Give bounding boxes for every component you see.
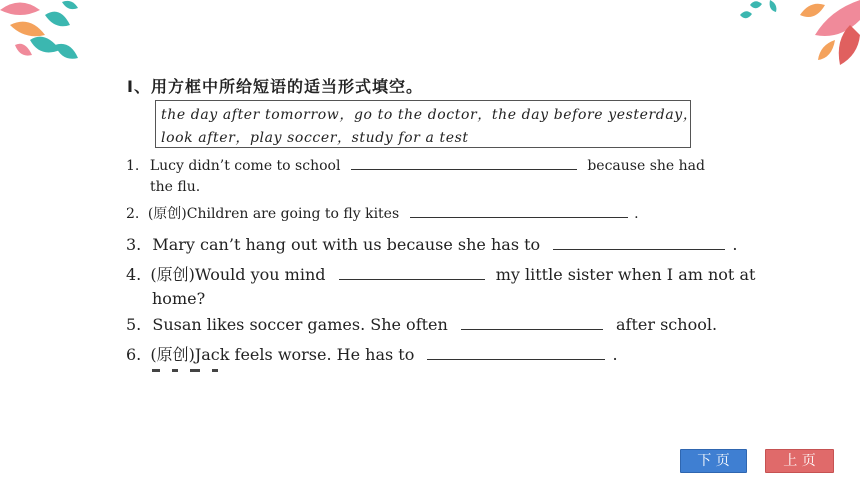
next-page-button[interactable]: 下 页 xyxy=(680,449,747,473)
section-heading: Ⅰ、用方框中所给短语的适当形式填空。 xyxy=(127,77,423,96)
question-4-continued: home? xyxy=(152,289,206,308)
answer-blank[interactable] xyxy=(461,315,603,330)
question-text-after: . xyxy=(612,345,618,364)
question-1 xyxy=(126,155,705,174)
clipped-text-fragment xyxy=(150,369,230,375)
question-text: (原创)Jack feels worse. He has to xyxy=(150,345,415,364)
answer-blank[interactable] xyxy=(427,345,605,360)
answer-blank[interactable] xyxy=(553,235,725,250)
leaf-decoration-left-icon xyxy=(0,0,90,80)
previous-page-button[interactable]: 上 页 xyxy=(765,449,834,473)
leaf-decoration-right-icon xyxy=(740,0,860,70)
question-text: Mary can’t hang out with us because she has to xyxy=(152,235,541,254)
question-number: 2. xyxy=(126,206,140,222)
question-text-after: . xyxy=(634,206,639,222)
question-4 xyxy=(126,262,755,285)
question-3 xyxy=(126,235,737,254)
question-number: 6. xyxy=(126,345,142,364)
phrase-box xyxy=(155,100,698,148)
question-2 xyxy=(126,203,639,223)
question-text: Lucy didn’t come to school xyxy=(149,158,341,174)
question-text-after: . xyxy=(732,235,738,254)
answer-blank[interactable] xyxy=(339,265,485,280)
question-6 xyxy=(126,342,618,365)
question-text-after: because she had xyxy=(587,158,705,174)
phrase-line-2: look after，play soccer，study for a test xyxy=(161,130,469,146)
question-text: Susan likes soccer games. She often xyxy=(152,315,448,334)
question-number: 1. xyxy=(126,158,140,174)
question-number: 4. xyxy=(126,265,142,284)
question-text: (原创)Would you mind xyxy=(150,265,326,284)
question-5 xyxy=(126,315,717,334)
phrase-line-1: the day after tomorrow，go to the doctor，the day before yesterday， xyxy=(161,107,698,123)
question-number: 3. xyxy=(126,235,142,254)
question-text: (原创)Children are going to fly kites xyxy=(147,206,400,222)
question-number: 5. xyxy=(126,315,142,334)
answer-blank[interactable] xyxy=(410,203,628,218)
answer-blank[interactable] xyxy=(351,155,577,170)
question-text-after: after school. xyxy=(616,315,718,334)
question-text-after: my little sister when I am not at xyxy=(495,265,756,284)
question-1-continued: the flu. xyxy=(150,179,201,195)
